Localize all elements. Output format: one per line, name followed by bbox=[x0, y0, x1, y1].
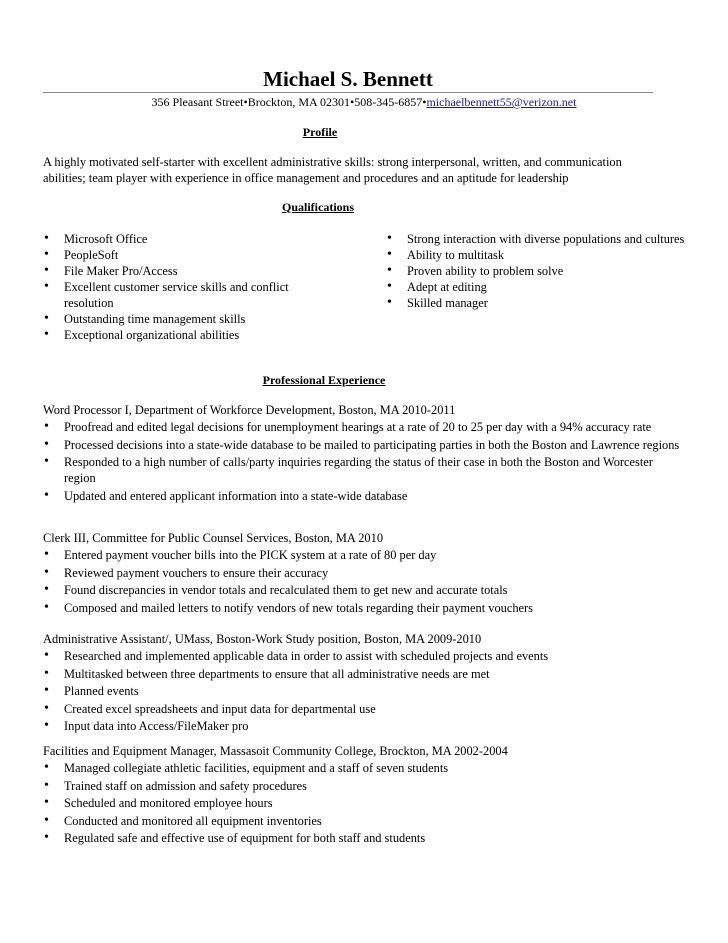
list-item bbox=[386, 279, 686, 295]
bullet-icon: • bbox=[44, 436, 49, 452]
list-item-text: Found discrepancies in vendor totals and recalculated them to get new and accurate totals bbox=[64, 583, 508, 597]
list-item-text: Entered payment voucher bills into the PICK system at a rate of 80 per day bbox=[64, 548, 437, 562]
bullet-icon: • bbox=[387, 263, 392, 278]
list-item bbox=[43, 488, 683, 504]
list-item bbox=[43, 311, 333, 327]
qualifications-heading: Qualifications bbox=[281, 200, 354, 214]
list-item-text: Skilled manager bbox=[407, 296, 488, 310]
job-entry bbox=[43, 530, 683, 617]
list-item bbox=[43, 263, 333, 279]
bullet-icon: • bbox=[44, 777, 49, 793]
qualifications-left-list bbox=[43, 231, 333, 343]
list-item bbox=[43, 547, 683, 563]
profile-heading: Profile bbox=[302, 125, 338, 139]
bullet-icon: • bbox=[387, 231, 392, 246]
list-item bbox=[43, 279, 333, 311]
list-item-text: Reviewed payment vouchers to ensure their accuracy bbox=[64, 565, 329, 580]
list-item bbox=[386, 247, 686, 263]
list-item bbox=[43, 565, 683, 581]
list-item-text: Proven ability to problem solve bbox=[407, 264, 564, 278]
experience-heading: Professional Experience bbox=[262, 373, 386, 387]
list-item bbox=[43, 795, 683, 811]
job-entry bbox=[43, 402, 683, 505]
job-title: Clerk III, Committee for Public Counsel Services, Boston, MA 2010 bbox=[43, 531, 384, 545]
job-bullets bbox=[43, 419, 683, 504]
header-divider bbox=[43, 92, 653, 93]
bullet-icon: • bbox=[44, 263, 49, 278]
bullet-icon: • bbox=[44, 795, 49, 810]
list-item bbox=[43, 760, 683, 776]
bullet-icon: • bbox=[44, 231, 49, 246]
contact-address-phone: 356 Pleasant Street•Brockton, MA 02301•508-345-6857• bbox=[151, 95, 427, 109]
list-item-text: Excellent customer service skills and conflict resolution bbox=[64, 280, 289, 310]
job-title: Facilities and Equipment Manager, Massasoit Community College, Brockton, MA 2002-2004 bbox=[43, 744, 508, 758]
list-item-text: Updated and entered applicant information into a state-wide database bbox=[64, 488, 408, 503]
job-bullets bbox=[43, 648, 683, 734]
bullet-icon: • bbox=[44, 718, 49, 733]
list-item bbox=[43, 701, 683, 717]
list-item bbox=[43, 247, 333, 263]
bullet-icon: • bbox=[44, 683, 49, 698]
list-item-text: Microsoft Office bbox=[64, 232, 148, 246]
bullet-icon: • bbox=[44, 700, 49, 716]
list-item bbox=[43, 454, 683, 486]
bullet-icon: • bbox=[44, 760, 49, 775]
list-item bbox=[43, 683, 683, 699]
bullet-icon: • bbox=[44, 279, 49, 294]
bullet-icon: • bbox=[44, 454, 49, 469]
list-item-text: PeopleSoft bbox=[64, 248, 119, 262]
list-item-text: Strong interaction with diverse populations and cultures bbox=[407, 232, 685, 246]
list-item bbox=[386, 295, 686, 311]
list-item bbox=[43, 718, 683, 734]
profile-text: A highly motivated self-starter with excellent administrative skills: strong interpersonal, written, and communication abilities; team player with experience in office management and procedures and an aptitude for leadership bbox=[43, 155, 622, 185]
list-item-text: Researched and implemented applicable data in order to assist with scheduled projects and events bbox=[64, 649, 549, 663]
bullet-icon: • bbox=[44, 665, 49, 681]
bullet-icon: • bbox=[44, 564, 49, 580]
list-item-text: Multitasked between three departments to ensure that all administrative needs are met bbox=[64, 666, 490, 681]
bullet-icon: • bbox=[44, 311, 49, 326]
list-item bbox=[43, 830, 683, 846]
list-item-text: Trained staff on admission and safety procedures bbox=[64, 778, 307, 793]
list-item bbox=[43, 327, 333, 343]
list-item-text: Scheduled and monitored employee hours bbox=[64, 796, 273, 810]
list-item bbox=[43, 231, 333, 247]
list-item-text: Processed decisions into a state-wide database to be mailed to participating parties in both the Boston and Lawrence regions bbox=[64, 437, 680, 452]
list-item bbox=[43, 813, 683, 829]
list-item bbox=[386, 263, 686, 279]
bullet-icon: • bbox=[44, 419, 49, 434]
bullet-icon: • bbox=[44, 599, 49, 615]
list-item-text: Outstanding time management skills bbox=[64, 312, 246, 326]
list-item-text: Responded to a high number of calls/party inquiries regarding the status of their case in both the Boston and Worcester region bbox=[64, 455, 653, 485]
list-item bbox=[43, 600, 683, 616]
bullet-icon: • bbox=[44, 247, 49, 262]
email-link[interactable]: michaelbennett55@verizon.net bbox=[426, 95, 577, 109]
list-item-text: Regulated safe and effective use of equipment for both staff and students bbox=[64, 831, 426, 845]
job-entry bbox=[43, 743, 683, 848]
resume-name: Michael S. Bennett bbox=[263, 67, 433, 91]
list-item bbox=[43, 648, 683, 664]
list-item bbox=[43, 437, 683, 453]
bullet-icon: • bbox=[44, 582, 49, 597]
bullet-icon: • bbox=[44, 327, 49, 342]
contact-line bbox=[0, 94, 728, 110]
bullet-icon: • bbox=[44, 487, 49, 503]
bullet-icon: • bbox=[44, 547, 49, 562]
list-item bbox=[43, 666, 683, 682]
list-item-text: Composed and mailed letters to notify vendors of new totals regarding their payment vouchers bbox=[64, 600, 534, 615]
bullet-icon: • bbox=[44, 648, 49, 663]
list-item-text: Input data into Access/FileMaker pro bbox=[64, 719, 249, 733]
bullet-icon: • bbox=[44, 830, 49, 845]
list-item-text: Proofread and edited legal decisions for unemployment hearings at a rate of 20 to 25 per day with a 94% accuracy rate bbox=[64, 420, 652, 434]
list-item-text: File Maker Pro/Access bbox=[64, 264, 178, 278]
job-entry bbox=[43, 631, 683, 736]
list-item bbox=[43, 778, 683, 794]
list-item-text: Planned events bbox=[64, 684, 139, 698]
list-item-text: Adept at editing bbox=[407, 280, 487, 294]
bullet-icon: • bbox=[44, 812, 49, 828]
list-item-text: Exceptional organizational abilities bbox=[64, 328, 240, 342]
job-bullets bbox=[43, 760, 683, 846]
job-bullets bbox=[43, 547, 683, 616]
list-item-text: Ability to multitask bbox=[407, 248, 505, 262]
bullet-icon: • bbox=[387, 247, 392, 262]
bullet-icon: • bbox=[387, 295, 392, 310]
job-title: Word Processor I, Department of Workforce Development, Boston, MA 2010-2011 bbox=[43, 403, 456, 417]
list-item-text: Conducted and monitored all equipment inventories bbox=[64, 813, 322, 828]
job-title: Administrative Assistant/, UMass, Boston-Work Study position, Boston, MA 2009-2010 bbox=[43, 632, 482, 646]
list-item-text: Created excel spreadsheets and input data for departmental use bbox=[64, 701, 376, 716]
list-item bbox=[43, 419, 683, 435]
list-item bbox=[43, 582, 683, 598]
list-item-text: Managed collegiate athletic facilities, equipment and a staff of seven students bbox=[64, 761, 449, 775]
qualifications-right-list bbox=[386, 231, 686, 311]
list-item bbox=[386, 231, 686, 247]
bullet-icon: • bbox=[387, 279, 392, 294]
